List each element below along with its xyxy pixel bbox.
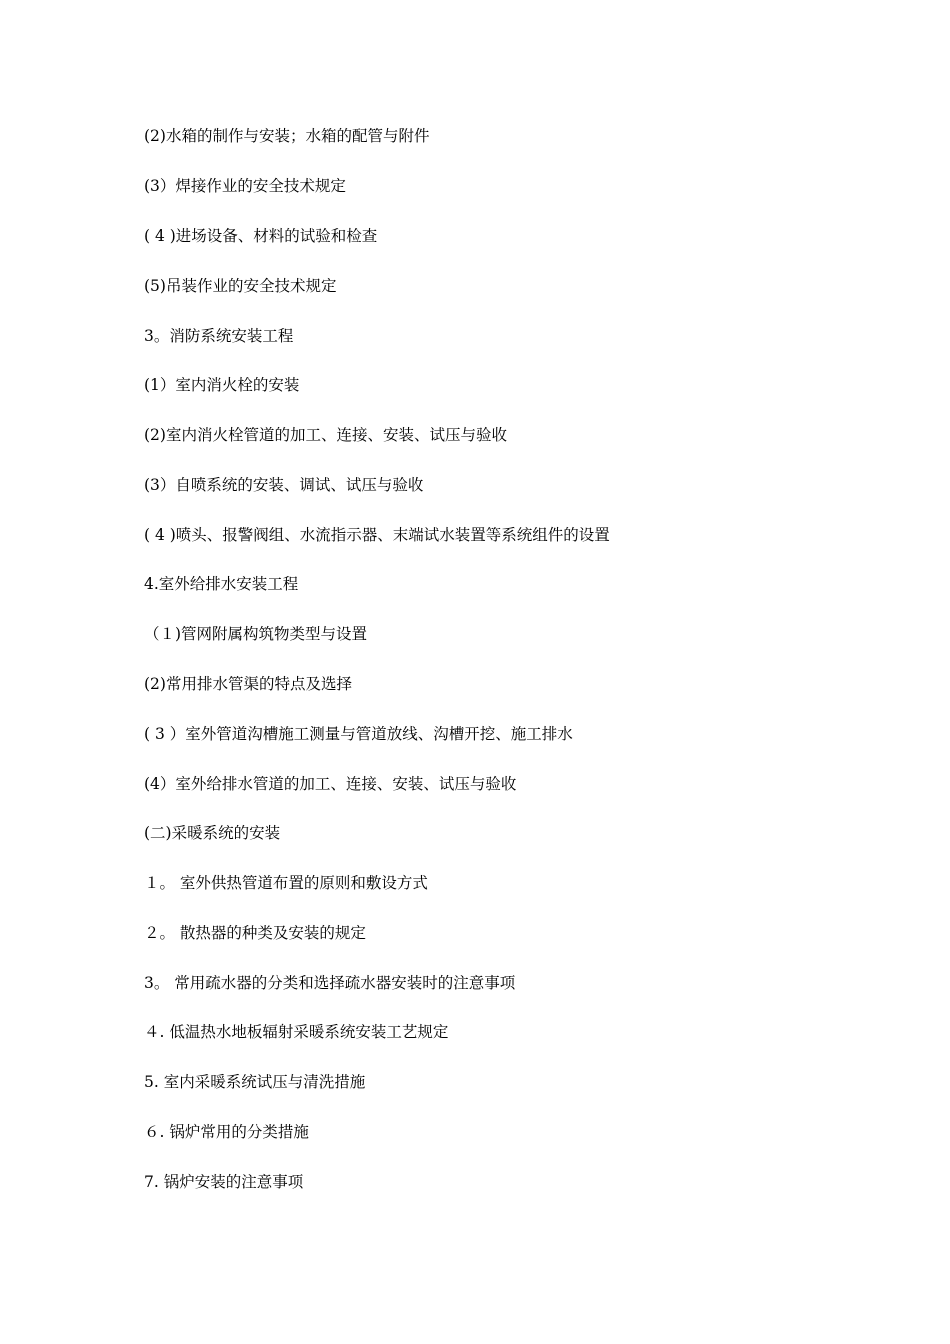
text-line-9: ( 4 )喷头、报警阀组、水流指示器、末端试水装置等系统组件的设置: [144, 526, 610, 544]
section-heading-heating: (二)采暖系统的安装: [144, 824, 281, 842]
text-line-11: （１)管网附属构筑物类型与设置: [144, 625, 368, 643]
text-line-20: 5. 室内采暖系统试压与清洗措施: [144, 1073, 366, 1091]
section-heading-outdoor-water: 4.室外给排水安装工程: [144, 575, 299, 593]
text-line-4: (5)吊装作业的安全技术规定: [144, 277, 337, 295]
text-line-1: (2)水箱的制作与安装；水箱的配管与附件: [144, 127, 430, 145]
text-line-7: (2)室内消火栓管道的加工、连接、安装、试压与验收: [144, 426, 507, 444]
text-line-13: ( 3 ）室外管道沟槽施工测量与管道放线、沟槽开挖、施工排水: [144, 725, 573, 743]
text-line-21: ６. 锅炉常用的分类措施: [144, 1123, 309, 1141]
text-line-6: (1）室内消火栓的安装: [144, 376, 300, 394]
text-line-22: 7. 锅炉安装的注意事项: [144, 1173, 304, 1191]
text-line-19: ４. 低温热水地板辐射采暖系统安装工艺规定: [144, 1023, 449, 1041]
section-heading-fire-protection: 3。消防系统安装工程: [144, 327, 294, 345]
text-line-2: (3）焊接作业的安全技术规定: [144, 177, 346, 195]
text-line-17: ２。 散热器的种类及安装的规定: [144, 924, 366, 942]
text-line-16: １。 室外供热管道布置的原则和敷设方式: [144, 874, 428, 892]
text-line-3: ( 4 )进场设备、材料的试验和检查: [144, 227, 378, 245]
text-line-14: (4）室外给排水管道的加工、连接、安装、试压与验收: [144, 775, 517, 793]
text-line-8: (3）自喷系统的安装、调试、试压与验收: [144, 476, 424, 494]
text-line-18: 3。 常用疏水器的分类和选择疏水器安装时的注意事项: [144, 974, 516, 992]
text-line-12: (2)常用排水管渠的特点及选择: [144, 675, 352, 693]
